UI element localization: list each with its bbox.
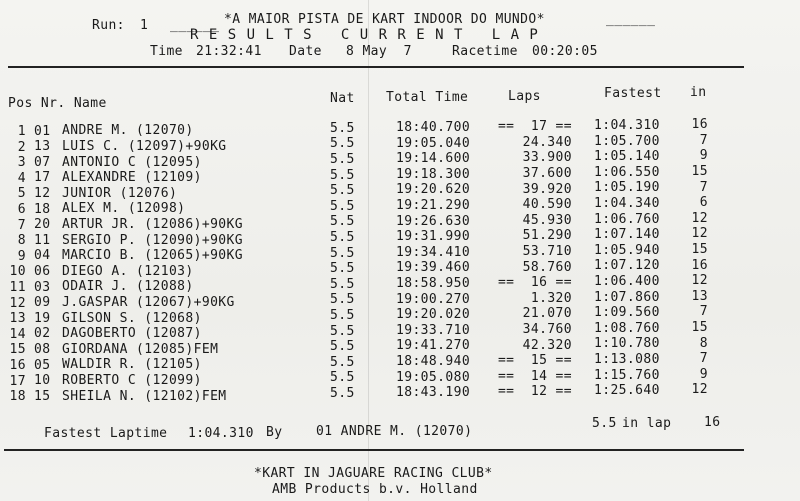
row-nr: 10 (34, 373, 51, 389)
row-laps: == 14 == (497, 368, 572, 384)
row-fastest: 1:06.400 (594, 274, 660, 290)
footer-club: *KART IN JAGUARE RACING CLUB* (254, 466, 493, 481)
row-laps: == 12 == (497, 384, 572, 400)
row-total-time: 19:18.300 (396, 166, 471, 182)
row-nat: 5.5 (330, 323, 355, 339)
row-name: JUNIOR (12076) (62, 185, 178, 201)
row-nat: 5.5 (330, 292, 355, 308)
row-name: MARCIO B. (12065)+90KG (62, 248, 243, 264)
row-nat: 5.5 (330, 339, 355, 355)
row-pos: 14 (9, 326, 26, 342)
row-laps: == 15 == (497, 353, 572, 369)
fastest-nat: 5.5 (592, 416, 617, 431)
row-fastest: 1:05.140 (594, 149, 660, 165)
row-in: 15 (691, 241, 708, 257)
row-pos: 9 (17, 248, 26, 264)
row-name: DAGOBERTO (12087) (62, 326, 202, 342)
row-fastest: 1:08.760 (594, 320, 660, 336)
row-nr: 09 (34, 295, 51, 311)
row-total-time: 19:05.040 (396, 135, 471, 151)
row-nat: 5.5 (330, 261, 355, 277)
row-fastest: 1:07.860 (594, 289, 660, 305)
racetime-label: Racetime (452, 44, 518, 59)
row-pos: 13 (9, 311, 26, 327)
row-name: ANTONIO C (12095) (62, 154, 202, 170)
row-nr: 19 (34, 310, 51, 326)
run-underline: ______ (170, 18, 220, 33)
row-total-time: 19:26.630 (396, 213, 471, 229)
run-value: 1 (140, 18, 149, 33)
row-name: SHEILA N. (12102)FEM (62, 388, 227, 404)
racetime-value: 00:20:05 (532, 44, 598, 59)
run-label: Run: (92, 18, 125, 33)
row-nat: 5.5 (330, 167, 355, 183)
col-in: in (690, 85, 707, 100)
col-laps: Laps (508, 89, 541, 104)
row-nat: 5.5 (330, 120, 355, 136)
row-laps: 37.600 (522, 166, 572, 182)
row-name: ANDRE M. (12070) (62, 123, 194, 139)
row-in: 7 (699, 351, 708, 367)
row-in: 12 (691, 382, 708, 398)
row-nat: 5.5 (330, 354, 355, 370)
row-laps: == 17 == (497, 119, 572, 135)
row-fastest: 1:13.080 (594, 352, 660, 368)
row-in: 12 (691, 226, 708, 242)
row-nat: 5.5 (330, 214, 355, 230)
row-in: 7 (699, 132, 708, 148)
row-nat: 5.5 (330, 136, 355, 152)
col-pos-nr-name: Pos Nr. Name (8, 96, 107, 111)
row-fastest: 1:04.310 (594, 118, 660, 134)
row-pos: 1 (17, 124, 26, 139)
date-value: 8 May 7 (346, 44, 412, 59)
row-name: LUIS C. (12097)+90KG (62, 138, 227, 154)
row-pos: 11 (9, 280, 26, 295)
row-pos: 3 (17, 155, 26, 171)
row-pos: 4 (17, 170, 26, 186)
row-in: 9 (699, 366, 708, 382)
row-pos: 2 (17, 139, 26, 155)
row-laps: == 16 == (497, 275, 572, 291)
row-nr: 03 (34, 279, 51, 295)
row-in: 16 (691, 117, 708, 133)
title-underline: ______ (606, 12, 656, 27)
row-in: 16 (691, 257, 708, 273)
row-pos: 12 (9, 295, 26, 311)
time-label: Time (150, 44, 183, 59)
row-laps: 1.320 (530, 290, 572, 306)
row-name: SERGIO P. (12090)+90KG (62, 232, 243, 248)
row-fastest: 1:05.700 (594, 133, 660, 149)
row-total-time: 19:14.600 (396, 151, 471, 167)
row-nr: 01 (34, 123, 51, 139)
row-total-time: 18:43.190 (396, 385, 471, 401)
row-fastest: 1:06.550 (594, 164, 660, 180)
row-in: 13 (691, 288, 708, 304)
page-title: *A MAIOR PISTA DE KART INDOOR DO MUNDO* (224, 12, 545, 27)
row-fastest: 1:04.340 (594, 196, 660, 212)
row-name: ROBERTO C (12099) (62, 372, 202, 388)
row-in: 15 (691, 319, 708, 335)
row-fastest: 1:10.780 (594, 336, 660, 352)
row-nr: 17 (34, 170, 51, 186)
row-total-time: 19:00.270 (396, 291, 471, 307)
row-name: GILSON S. (12068) (62, 310, 202, 326)
row-nr: 18 (34, 201, 51, 217)
row-nr: 15 (34, 388, 51, 404)
row-nat: 5.5 (330, 198, 355, 214)
row-nat: 5.5 (330, 385, 355, 401)
fastest-laptime-value: 1:04.310 (188, 426, 254, 441)
row-in: 6 (699, 195, 708, 211)
col-fastest: Fastest (604, 86, 662, 101)
row-fastest: 1:05.190 (594, 180, 660, 196)
row-nr: 02 (34, 326, 51, 342)
date-label: Date (289, 44, 322, 59)
row-total-time: 19:34.410 (396, 244, 471, 260)
row-fastest: 1:07.120 (594, 258, 660, 274)
row-total-time: 19:20.620 (396, 182, 471, 198)
row-nr: 12 (34, 186, 51, 202)
row-in: 9 (699, 148, 708, 164)
row-fastest: 1:15.760 (594, 367, 660, 383)
row-in: 7 (699, 304, 708, 320)
row-laps: 58.760 (522, 259, 572, 275)
row-laps: 24.340 (522, 134, 572, 150)
row-laps: 51.290 (522, 228, 572, 244)
row-in: 12 (691, 210, 708, 226)
row-pos: 6 (17, 202, 26, 217)
row-nr: 08 (34, 342, 51, 358)
row-name: ALEXANDRE (12109) (62, 170, 202, 186)
row-nr: 13 (34, 139, 51, 155)
footer-rule (4, 449, 744, 451)
row-in: 8 (699, 335, 708, 351)
row-laps: 33.900 (522, 150, 572, 166)
row-in: 15 (691, 163, 708, 179)
row-nat: 5.5 (330, 245, 355, 261)
fastest-in-lap-label: in lap (622, 416, 672, 431)
row-laps: 39.920 (522, 181, 572, 197)
header-rule (8, 66, 744, 68)
row-total-time: 19:20.020 (396, 307, 471, 323)
row-total-time: 19:39.460 (396, 260, 471, 276)
row-laps: 45.930 (522, 212, 572, 228)
row-name: WALDIR R. (12105) (62, 357, 202, 373)
row-total-time: 18:58.950 (396, 276, 471, 292)
time-value: 21:32:41 (196, 44, 262, 59)
row-nr: 11 (34, 232, 51, 248)
row-pos: 7 (17, 217, 26, 233)
row-nr: 07 (34, 154, 51, 170)
row-pos: 10 (9, 264, 26, 280)
row-total-time: 19:41.270 (396, 338, 471, 354)
row-fastest: 1:09.560 (594, 305, 660, 321)
row-fastest: 1:05.940 (594, 242, 660, 258)
row-nat: 5.5 (330, 151, 355, 167)
footer-vendor: AMB Products b.v. Holland (272, 482, 478, 497)
row-nat: 5.5 (330, 183, 355, 199)
row-total-time: 19:05.080 (396, 369, 471, 385)
row-name: J.GASPAR (12067)+90KG (62, 294, 235, 310)
page-subtitle: R E S U L T S C U R R E N T L A P (190, 27, 539, 43)
row-total-time: 19:33.710 (396, 322, 471, 338)
col-nat: Nat (330, 91, 355, 106)
row-total-time: 19:31.990 (396, 229, 471, 245)
row-laps: 42.320 (522, 337, 572, 353)
row-nr: 20 (34, 217, 51, 233)
row-laps: 21.070 (522, 306, 572, 322)
row-nat: 5.5 (330, 307, 355, 323)
row-fastest: 1:06.760 (594, 211, 660, 227)
row-name: GIORDANA (12085)FEM (62, 341, 219, 357)
row-fastest: 1:25.640 (594, 383, 660, 399)
row-nr: 06 (34, 264, 51, 280)
fastest-in-lap-value: 16 (704, 415, 721, 430)
row-nr: 05 (34, 357, 51, 373)
table-row (0, 382, 800, 406)
row-pos: 16 (9, 358, 26, 373)
row-fastest: 1:07.140 (594, 227, 660, 243)
row-pos: 17 (9, 373, 26, 389)
row-pos: 18 (9, 389, 26, 405)
fastest-by-label: By (266, 425, 283, 440)
row-pos: 8 (17, 233, 26, 249)
col-total-time: Total Time (386, 90, 469, 105)
fastest-laptime-label: Fastest Laptime (44, 426, 168, 441)
row-name: ODAIR J. (12088) (62, 279, 194, 295)
row-name: ARTUR JR. (12086)+90KG (62, 216, 243, 232)
row-laps: 34.760 (522, 322, 572, 338)
row-nat: 5.5 (330, 229, 355, 245)
row-total-time: 18:40.700 (396, 120, 471, 136)
row-total-time: 18:48.940 (396, 354, 471, 370)
row-laps: 40.590 (522, 197, 572, 213)
row-name: ALEX M. (12098) (62, 201, 186, 217)
row-laps: 53.710 (522, 244, 572, 260)
row-nat: 5.5 (330, 370, 355, 386)
row-in: 12 (691, 273, 708, 289)
fastest-by-driver: 01 ANDRE M. (12070) (316, 424, 473, 439)
row-in: 7 (699, 179, 708, 195)
row-name: DIEGO A. (12103) (62, 263, 194, 279)
row-nat: 5.5 (330, 276, 355, 292)
row-total-time: 19:21.290 (396, 198, 471, 214)
row-nr: 04 (34, 248, 51, 264)
row-pos: 5 (17, 186, 26, 202)
row-pos: 15 (9, 342, 26, 358)
